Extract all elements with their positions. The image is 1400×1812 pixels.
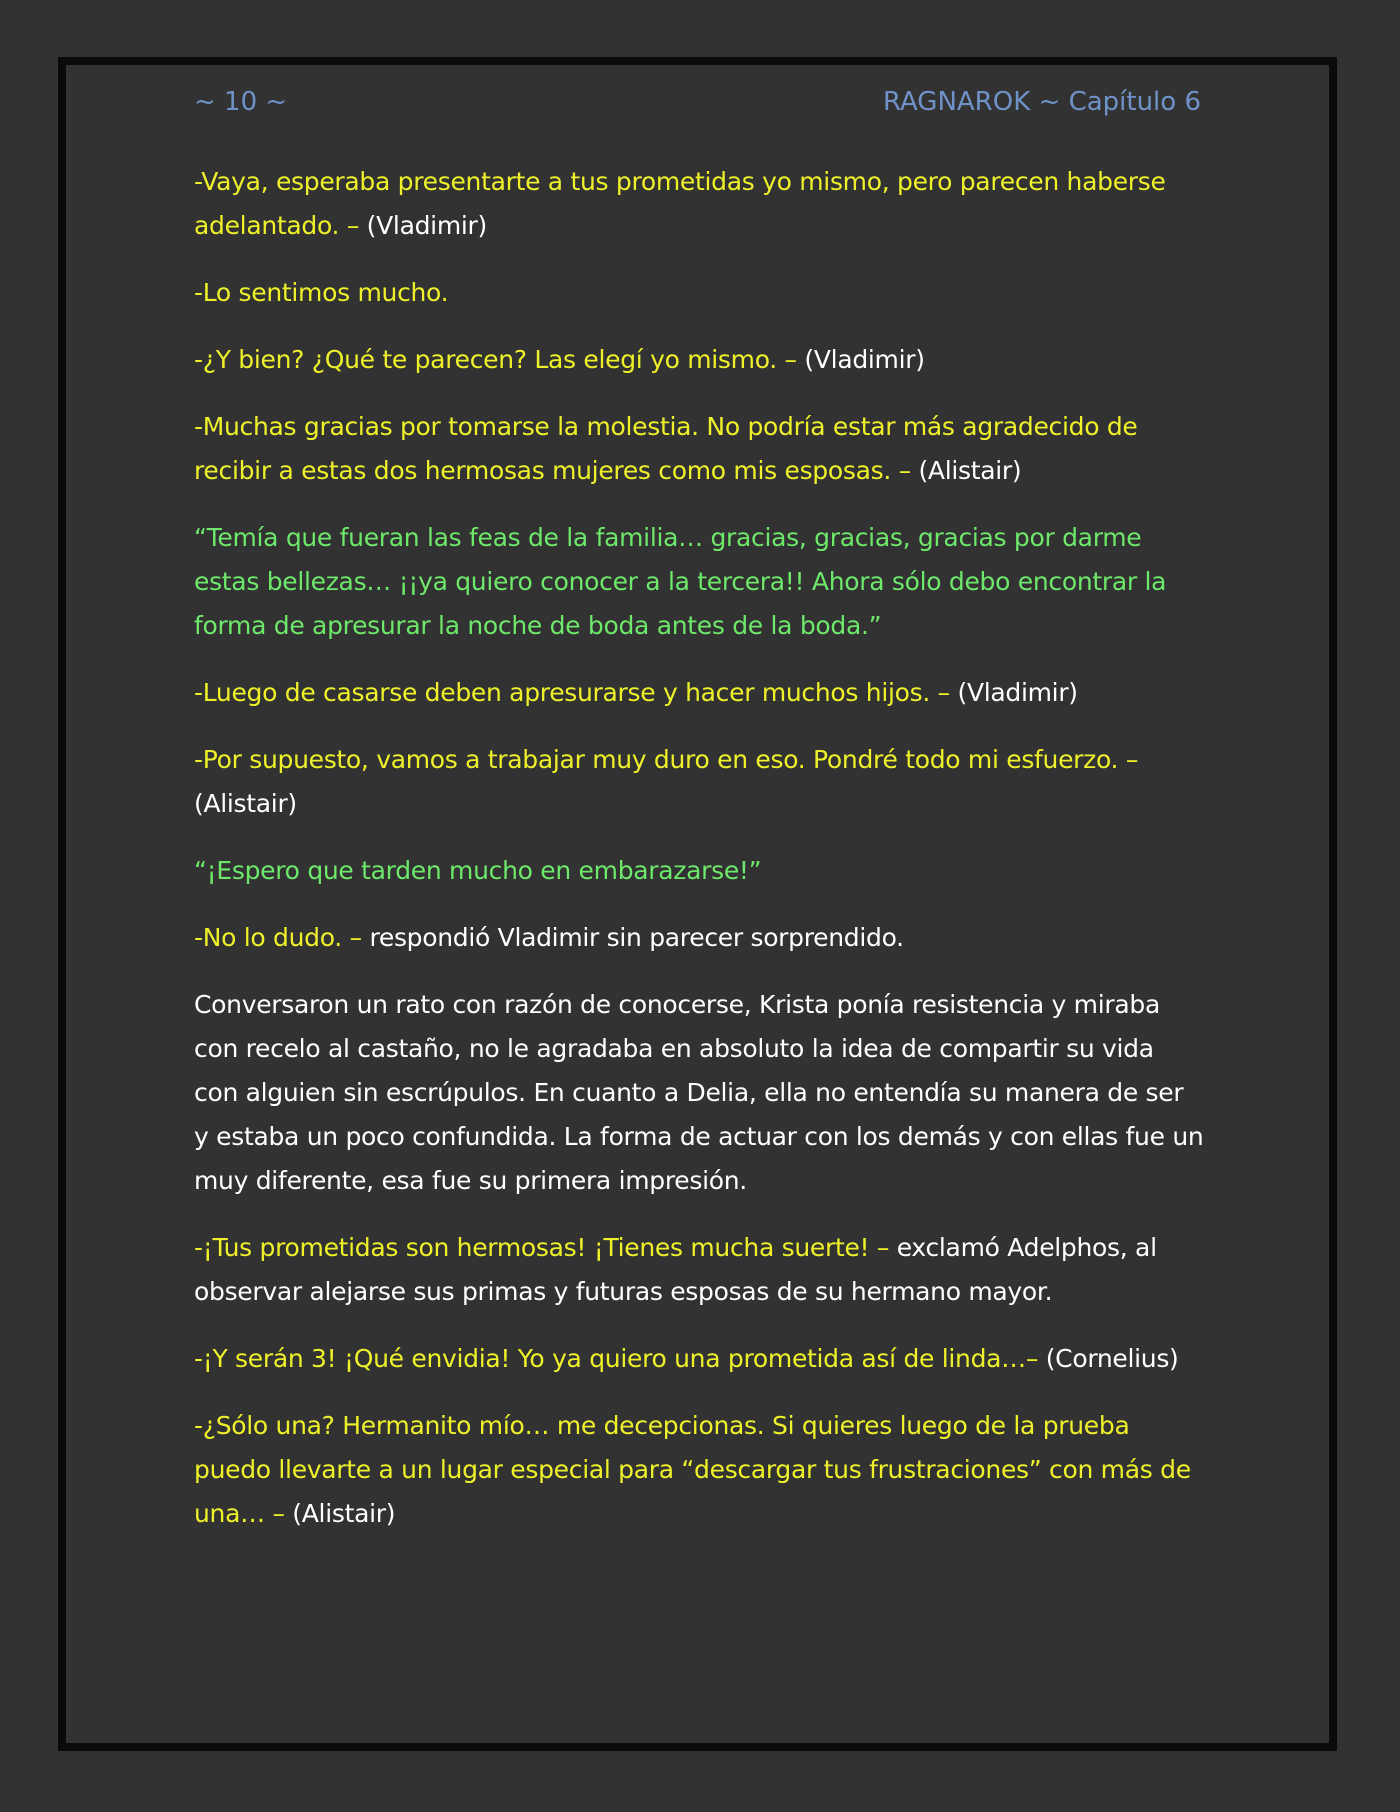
dialogue-paragraph (194, 671, 1204, 715)
page-number: ~ 10 ~ (194, 87, 288, 117)
dialogue-paragraph (194, 738, 1204, 826)
page-content (194, 160, 1204, 1559)
dialogue-paragraph (194, 160, 1204, 248)
speaker-tag: (Vladimir) (949, 678, 1078, 707)
dialogue-paragraph (194, 1404, 1204, 1536)
dialogue-text: -Por supuesto, vamos a trabajar muy duro en eso. Pondré todo mi esfuerzo. – (194, 745, 1139, 774)
dialogue-paragraph (194, 405, 1204, 493)
dialogue-paragraph (194, 271, 1204, 315)
speaker-tag: (Vladimir) (359, 211, 487, 240)
speaker-tag: exclamó Adelphos, al observar alejarse sus primas y futuras esposas de su hermano mayor. (194, 1233, 1157, 1306)
dialogue-text: -Lo sentimos mucho. (194, 278, 449, 307)
speaker-tag: (Vladimir) (796, 345, 925, 374)
narration-paragraph: Conversaron un rato con razón de conocerse, Krista ponía resistencia y miraba con recelo al castaño, no le agradaba en absoluto la idea de compartir su vida con alguien sin escrúpulos. En cuanto a Delia, ella no entendía su manera de ser y estaba un poco confundida. La forma de actuar con los demás y con ellas fue un muy diferente, esa fue su primera impresión. (194, 990, 1204, 1195)
dialogue-text: -Vaya, esperaba presentarte a tus prometidas yo mismo, pero parecen haberse adelantado. – (194, 167, 1166, 240)
dialogue-paragraph (194, 1337, 1204, 1381)
page-header (194, 82, 1201, 122)
dialogue-text: -No lo dudo. – (194, 923, 362, 952)
speaker-tag: (Alistair) (910, 456, 1022, 485)
speaker-tag: respondió Vladimir sin parecer sorprendido. (361, 923, 904, 952)
speaker-tag: (Alistair) (284, 1499, 396, 1528)
dialogue-text: -¿Sólo una? Hermanito mío… me decepcionas. Si quieres luego de la prueba puedo llevarte a un lugar especial para “descargar tus frustraciones” con más de una… – (194, 1411, 1191, 1528)
thought-paragraph: “Temía que fueran las feas de la familia… gracias, gracias, gracias por darme estas bellezas… ¡¡ya quiero conocer a la tercera!! Ahora sólo debo encontrar la forma de apresurar la noche de boda antes de la boda.” (194, 523, 1167, 640)
dialogue-text: -Luego de casarse deben apresurarse y hacer muchos hijos. – (194, 678, 950, 707)
dialogue-text: -¿Y bien? ¿Qué te parecen? Las elegí yo mismo. – (194, 345, 797, 374)
speaker-tag: (Cornelius) (1038, 1344, 1179, 1373)
chapter-title: RAGNAROK ~ Capítulo 6 (882, 87, 1201, 117)
dialogue-paragraph (194, 338, 1204, 382)
dialogue-paragraph (194, 1226, 1204, 1314)
dialogue-paragraph (194, 916, 1204, 960)
thought-paragraph: “¡Espero que tarden mucho en embarazarse!” (194, 856, 762, 885)
speaker-tag: (Alistair) (194, 789, 297, 818)
dialogue-text: -¡Y serán 3! ¡Qué envidia! Yo ya quiero una prometida así de linda…– (194, 1344, 1039, 1373)
dialogue-text: -¡Tus prometidas son hermosas! ¡Tienes mucha suerte! – (194, 1233, 890, 1262)
dialogue-text: -Muchas gracias por tomarse la molestia. No podría estar más agradecido de recibir a estas dos hermosas mujeres como mis esposas. – (194, 412, 1138, 485)
